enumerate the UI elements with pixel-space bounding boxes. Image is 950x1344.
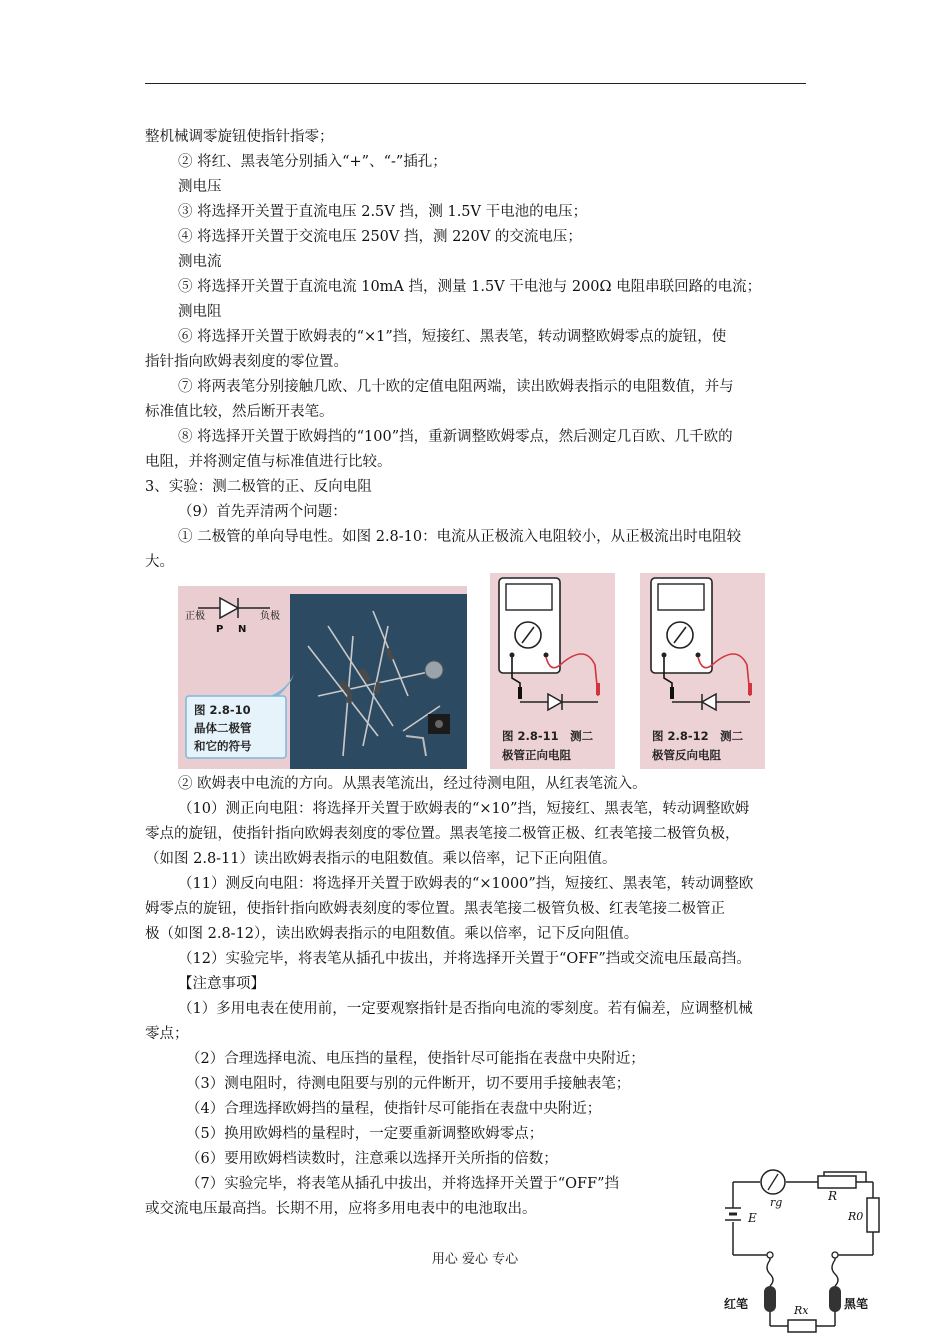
figure-2-8-10 [178,586,467,769]
figure-2-8-11 [490,573,615,769]
text-line: 姆零点的旋钮，使指针指向欧姆表刻度的零位置。黑表笔接二极管负极、红表笔接二极管正 [145,901,725,917]
figure-caption: 图 2.8-11 测二 [502,729,594,743]
text-line: （10）测正向电阻：将选择开关置于欧姆表的“×10”挡，短接红、黑表笔，转动调整欧姆 [178,801,750,817]
text-line: （如图 2.8-11）读出欧姆表指示的电阻数值。乘以倍率，记下正向阻值。 [145,851,617,867]
text-line: （9）首先弄清两个问题： [178,504,347,520]
text-line: 标准值比较，然后断开表笔。 [145,404,334,420]
text-line: （12）实验完毕，将表笔从插孔中拔出，并将选择开关置于“OFF”挡或交流电压最高挡。 [178,951,751,967]
text-line: ② 将红、黑表笔分别插入“+”、“-”插孔； [178,154,447,170]
label-r0: R0 [848,1210,864,1223]
text-line: ⑧ 将选择开关置于欧姆挡的“100”挡，重新调整欧姆零点，然后测定几百欧、几千欧的 [178,429,733,445]
label-red-pen: 红笔 [724,1297,749,1311]
section-heading-current: 测电流 [178,254,222,270]
section-heading-voltage: 测电压 [178,179,222,195]
page-footer: 用心 爱心 专心 [431,1252,519,1267]
text-line: ④ 将选择开关置于交流电压 250V 挡，测 220V 的交流电压； [178,229,582,245]
text-line: 零点的旋钮，使指针指向欧姆表刻度的零位置。黑表笔接二极管正极、红表笔接二极管负极， [145,826,740,842]
figure-caption: 极管正向电阻 [502,748,571,762]
figure-caption: 晶体二极管 [194,721,252,735]
note-item: （1）多用电表在使用前，一定要观察指针是否指向电流的零刻度。若有偏差，应调整机械 [178,1001,753,1017]
text-line: 大。 [145,554,174,570]
label-e: E [748,1211,757,1225]
label-n: N [238,624,247,635]
note-item: （2）合理选择电流、电压挡的量程，使指针尽可能指在表盘中央附近； [186,1051,645,1067]
label-r: R [828,1189,838,1203]
text-line: ⑦ 将两表笔分别接触几欧、几十欧的定值电阻两端，读出欧姆表指示的电阻数值，并与 [178,379,734,395]
note-item: （7）实验完毕，将表笔从插孔中拔出，并将选择开关置于“OFF”挡 [186,1176,620,1192]
figure-caption: 极管反向电阻 [652,748,721,762]
label-positive: 正极 [185,611,205,622]
label-negative: 负极 [260,611,280,622]
figure-caption: 和它的符号 [194,739,252,753]
text-line: ⑥ 将选择开关置于欧姆表的“×1”挡，短接红、黑表笔，转动调整欧姆零点的旋钮，使 [178,329,727,345]
text-line: 指针指向欧姆表刻度的零位置。 [145,354,348,370]
text-line: ② 欧姆表中电流的方向。从黑表笔流出，经过待测电阻，从红表笔流入。 [178,776,647,792]
figure-caption: 图 2.8-10 [194,703,251,717]
note-item: （5）换用欧姆档的量程时，一定要重新调整欧姆零点； [186,1126,544,1142]
text-line: ① 二极管的单向导电性。如图 2.8-10：电流从正极流入电阻较小，从正极流出时电阻较 [178,529,742,545]
text-line: ③ 将选择开关置于直流电压 2.5V 挡，测 1.5V 干电池的电压； [178,204,588,220]
header-rule [145,83,806,84]
notes-heading: 【注意事项】 [178,976,265,992]
note-item: 零点； [145,1026,189,1042]
text-line: 极（如图 2.8-12），读出欧姆表指示的电阻数值。乘以倍率，记下反向阻值。 [145,926,639,942]
text-line: （11）测反向电阻：将选择开关置于欧姆表的“×1000”挡，短接红、黑表笔，转动调整欧 [178,876,754,892]
section-heading-diode: 3、实验：测二极管的正、反向电阻 [145,479,372,495]
note-item: （6）要用欧姆档读数时，注意乘以选择开关所指的倍数； [186,1151,558,1167]
text-line: 整机械调零旋钮使指针指零； [145,129,334,145]
figure-2-8-12 [640,573,765,769]
text-line: 电阻，并将测定值与标准值进行比较。 [145,454,392,470]
label-rg: rg [770,1196,783,1209]
note-item: （3）测电阻时，待测电阻要与别的元件断开，切不要用手接触表笔； [186,1076,631,1092]
section-heading-resistance: 测电阻 [178,304,222,320]
note-item: （4）合理选择欧姆挡的量程，使指针尽可能指在表盘中央附近； [186,1101,602,1117]
label-rx: Rx [794,1304,809,1317]
text-line: ⑤ 将选择开关置于直流电流 10mA 挡，测量 1.5V 干电池与 200Ω 电阻串联回路的电流； [178,279,762,295]
label-black-pen: 黑笔 [844,1297,869,1311]
figure-caption: 图 2.8-12 测二 [652,729,744,743]
note-item: 或交流电压最高挡。长期不用，应将多用电表中的电池取出。 [145,1201,537,1217]
label-p: P [216,624,224,635]
